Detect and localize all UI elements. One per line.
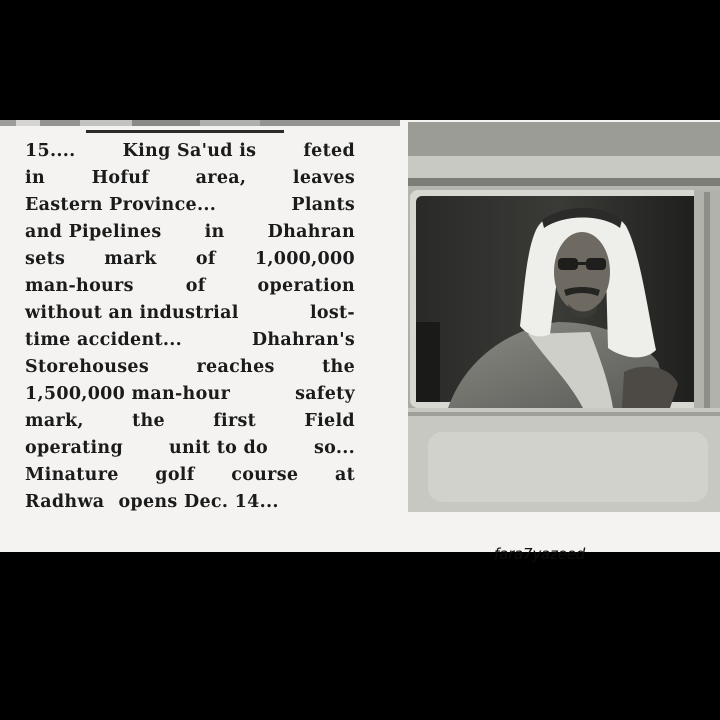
watermark-signature: fara7yazeed — [494, 545, 586, 563]
article-line — [25, 246, 355, 273]
article-word: in — [25, 168, 45, 188]
article-line — [25, 138, 355, 165]
king-saud-photo-image — [408, 122, 720, 512]
article-line — [25, 354, 355, 381]
article-word: Hofuf — [91, 168, 150, 188]
article-line — [25, 489, 355, 516]
article-word: Storehouses — [25, 357, 150, 377]
article-word: reaches — [196, 357, 275, 377]
article-word: course — [231, 465, 299, 485]
article-line — [25, 300, 355, 327]
article-word: of — [195, 249, 216, 269]
article-word: without an industrial — [25, 303, 239, 323]
article-word: Minature — [25, 465, 119, 485]
article-line — [25, 219, 355, 246]
article-word: in — [204, 222, 225, 242]
article-word: operating — [25, 438, 123, 458]
article-word: Eastern Province... — [25, 195, 217, 215]
torn-top-edge — [0, 120, 400, 126]
article-word: opens Dec. 14... — [118, 492, 279, 512]
article-line — [25, 462, 355, 489]
article-word: leaves — [292, 168, 355, 188]
article-word: golf — [155, 465, 195, 485]
article-word: unit to do — [168, 438, 269, 458]
newspaper-clipping — [0, 120, 720, 563]
article-word: the — [132, 411, 165, 431]
article-line — [25, 381, 355, 408]
article-word: 1,500,000 man-hour — [25, 384, 231, 404]
article-word: feted — [303, 141, 355, 161]
article-word: 1,000,000 — [254, 249, 355, 269]
article-line — [25, 408, 355, 435]
article-word: Plants — [291, 195, 355, 215]
article-word: and Pipelines — [25, 222, 162, 242]
article-line — [25, 435, 355, 462]
article-word: Dhahran — [267, 222, 355, 242]
article-word: operation — [257, 276, 355, 296]
article-line — [25, 327, 355, 354]
article-word: Radhwa — [25, 492, 105, 512]
article-word: so... — [314, 438, 355, 458]
article-word: mark — [104, 249, 157, 269]
article-word: of — [185, 276, 206, 296]
article-word: King Sa'ud is — [122, 141, 257, 161]
article-word: Dhahran's — [251, 330, 355, 350]
article-word: 15.... — [25, 141, 76, 161]
article-word: time accident... — [25, 330, 183, 350]
article-text — [25, 138, 355, 516]
article-word: at — [334, 465, 355, 485]
king-saud-photo — [408, 122, 720, 512]
article-word: sets — [25, 249, 66, 269]
article-line — [25, 273, 355, 300]
article-line — [25, 165, 355, 192]
article-word: the — [322, 357, 355, 377]
article-word: lost- — [309, 303, 355, 323]
article-line — [25, 192, 355, 219]
article-word: mark, — [25, 411, 84, 431]
article-word: first — [213, 411, 257, 431]
article-word: Field — [304, 411, 355, 431]
article-word: man-hours — [25, 276, 134, 296]
header-rule — [86, 130, 284, 133]
article-word: area, — [195, 168, 247, 188]
article-word: safety — [295, 384, 355, 404]
